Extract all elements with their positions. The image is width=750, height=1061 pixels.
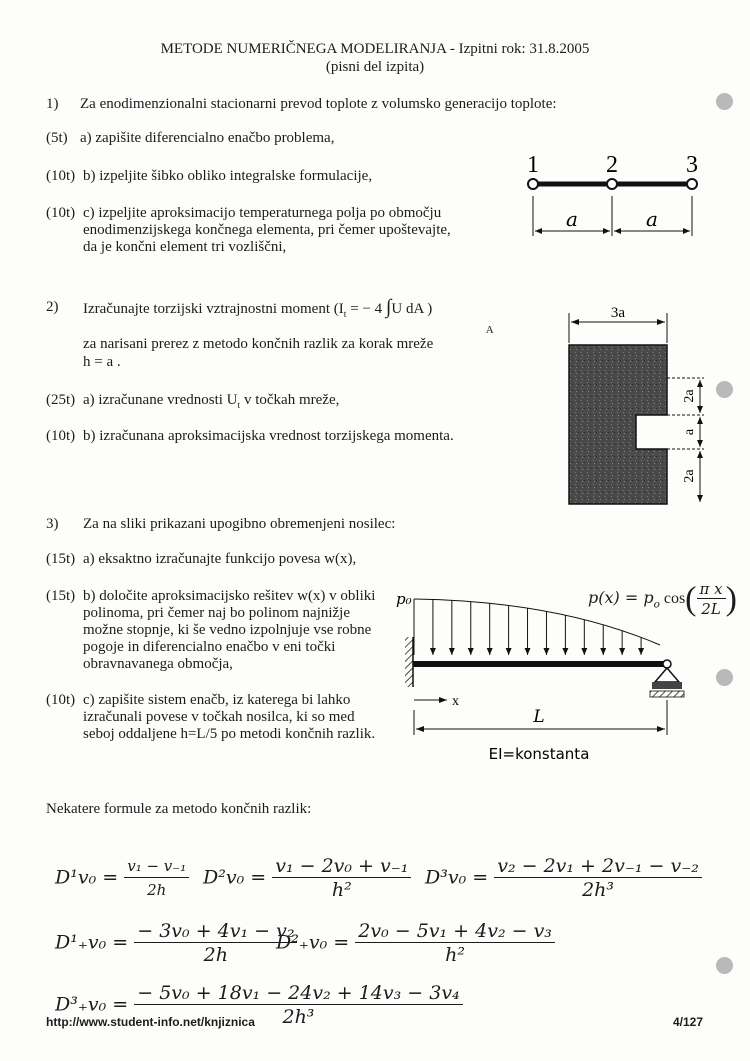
problem-2-text-line1: za narisani prerez z metodo končnih razlik za korak mreže (83, 336, 434, 352)
node-label-3: 3 (686, 152, 698, 178)
formula-d1p-num: − 3v₀ + 4v₁ − v₂ (134, 920, 297, 943)
load-arrow-head (581, 648, 587, 655)
ei-label: EI=konstanta (488, 745, 590, 763)
height-label-bottom: 2a (682, 469, 697, 483)
problem-2a-text-sub: t (237, 400, 241, 411)
problem-3b-text-line4: pogoje in diferencialno enačbo v eni točki (83, 639, 336, 655)
width-label: 3a (610, 305, 626, 321)
torsion-formula (338, 296, 494, 336)
formula-d3p-lhs: D³₊v₀ = (55, 993, 129, 1016)
problem-2-intro (83, 296, 494, 336)
problem-1c-text-line2: enodimenzijskega končnega elementa, pri čemer upoštevajte, (83, 222, 451, 238)
page-subtitle: (pisni del izpita) (325, 59, 425, 75)
problem-1b-points: (10t) (46, 168, 76, 184)
formula-d3-num: v₂ − 2v₁ + 2v₋₁ − v₋₂ (494, 855, 702, 878)
formula-d2p-num: 2v₀ − 5v₁ + 4v₂ − v₃ (355, 920, 555, 943)
formulas-title: Nekatere formule za metodo končnih razlik: (46, 801, 312, 817)
formula-d3p-den: 2h³ (282, 1006, 315, 1028)
formula-d1p-den: 2h (203, 944, 228, 966)
formula-d2p-lhs: D²₊v₀ = (276, 931, 350, 954)
formula-d3p-num: − 5v₀ + 18v₁ − 24v₂ + 14v₃ − 3v₄ (134, 982, 462, 1005)
load-function-lhs: p(x) = p (588, 588, 654, 608)
three-node-element-diagram (520, 148, 710, 243)
load-arrow-head (430, 648, 436, 655)
formula-d1-forward (55, 920, 297, 967)
problem-2-intro-text: Izračunajte torzijski vztrajnostni moment ( (83, 301, 339, 317)
formula-d2-num: v₁ − 2v₀ + v₋₁ (272, 855, 411, 878)
formula-close: ) (427, 301, 433, 317)
problem-2a-text-post: v točkah mreže, (240, 392, 340, 408)
problem-3a-text: a) eksaktno izračunajte funkcijo povesa w(x), (83, 551, 357, 567)
problem-1b-text: b) izpeljite šibko obliko integralske formulacije, (83, 168, 373, 184)
formula-d2p-den: h² (445, 944, 466, 966)
problem-2a-text (83, 391, 339, 415)
page-title: METODE NUMERIČNEGA MODELIRANJA - Izpitni rok: 31.8.2005 (160, 41, 590, 57)
load-arrow-head (449, 648, 455, 655)
problem-2b-points: (10t) (46, 428, 76, 444)
integral-sign-icon: ∫ (385, 296, 392, 318)
problem-3c-text-line2: izračunali povese v točkah nosilca, ki so med (83, 709, 355, 725)
problem-3-number: 3) (46, 516, 59, 532)
problem-3b-text-line2: polinoma, pri čemer naj bo polinom najnižje (83, 605, 351, 621)
problem-1-number: 1) (46, 96, 59, 112)
problem-2b-text: b) izračunana aproksimacijska vrednost torzijskega momenta. (83, 428, 454, 444)
formula-d1p-lhs: D¹₊v₀ = (55, 931, 129, 954)
formula-lhs-sub: t (343, 309, 347, 320)
problem-2a-text-pre: a) izračunane vrednosti U (83, 392, 238, 408)
problem-3a-points: (15t) (46, 551, 76, 567)
page-number: 4/127 (673, 1015, 704, 1029)
formula-d1-num: v₁ − v₋₁ (124, 855, 189, 878)
formula-eq: = − 4 (350, 301, 383, 317)
load-function-lhs-sub: o (653, 598, 660, 611)
formula-d1-lhs: D¹v₀ = (55, 866, 119, 889)
formula-d1 (55, 855, 189, 902)
formula-d2 (203, 855, 411, 902)
punch-hole-icon (716, 93, 733, 110)
load-function-denominator: 2L (701, 600, 721, 618)
dimension-label-a1: a (566, 207, 578, 231)
load-arrow-head (506, 648, 512, 655)
load-arrow-head (525, 648, 531, 655)
x-axis-label: x (452, 694, 459, 709)
height-label-top: 2a (682, 389, 697, 403)
formula-d2-den: h² (331, 879, 352, 901)
formula-d3 (425, 855, 702, 902)
node-label-1: 1 (527, 152, 539, 178)
formula-lhs: I (338, 301, 344, 317)
height-label-gap: a (682, 428, 697, 436)
problem-1c-points: (10t) (46, 205, 76, 221)
cross-section-diagram (562, 303, 714, 513)
left-paren-icon: ( (685, 580, 697, 618)
punch-hole-icon (716, 381, 733, 398)
formula-d3-lhs: D³v₀ = (425, 866, 489, 889)
problem-3-intro: Za na sliki prikazani upogibno obremenjeni nosilec: (83, 516, 396, 532)
load-function-cos: cos (663, 590, 686, 608)
load-label: p₀ (396, 590, 412, 608)
problem-1a-text: a) zapišite diferencialno enačbo problema, (80, 130, 335, 146)
load-function-numerator: π x (697, 580, 726, 599)
problem-1c-text-line1: c) izpeljite aproksimacijo temperaturnega polja po območju (83, 205, 442, 221)
formula-integrand: U dA (391, 301, 424, 317)
load-arrow-head (487, 648, 493, 655)
problem-1a-points: (5t) (46, 130, 68, 146)
problem-3b-points: (15t) (46, 588, 76, 604)
formula-d2-forward (276, 920, 555, 967)
load-arrow-head (638, 648, 644, 655)
problem-3b-text-line5: obravnavanega območja, (83, 656, 233, 672)
problem-1-intro: Za enodimenzionalni stacionarni prevod toplote z volumsko generacijo toplote: (80, 96, 557, 112)
formula-d2-lhs: D²v₀ = (203, 866, 267, 889)
problem-3b-text-line3: možne stopnje, ki še vedno izpolnjuje vse robne (83, 622, 372, 638)
problem-3c-points: (10t) (46, 692, 76, 708)
problem-2-text-line2: h = a . (83, 354, 121, 370)
load-function (588, 580, 737, 619)
problem-3c-text-line3: seboj oddaljene h=L/5 po metodi končnih razlik. (83, 726, 376, 742)
dimension-label-a2: a (646, 207, 658, 231)
problem-3b-text-line1: b) določite aproksimacijsko rešitev w(x) v obliki (83, 588, 376, 604)
problem-2a-points: (25t) (46, 392, 76, 408)
problem-1c-text-line3: da je končni element tri vozliščni, (83, 239, 287, 255)
load-arrow-head (562, 648, 568, 655)
load-arrow-head (600, 648, 606, 655)
footer-url[interactable]: http://www.student-info.net/knjiznica (46, 1015, 259, 1029)
node-label-2: 2 (606, 152, 618, 178)
problem-2-number: 2) (46, 299, 59, 315)
integral-limit: A (485, 324, 494, 336)
formula-d3-den: 2h³ (582, 879, 615, 901)
length-label: L (533, 707, 545, 727)
problem-3c-text-line1: c) zapišite sistem enačb, iz katerega bi lahko (83, 692, 351, 708)
load-arrow-head (468, 648, 474, 655)
right-paren-icon: ) (725, 580, 737, 618)
punch-hole-icon (716, 957, 733, 974)
load-arrow-head (619, 648, 625, 655)
load-arrow-head (543, 648, 549, 655)
formula-d1-den: 2h (147, 881, 167, 899)
